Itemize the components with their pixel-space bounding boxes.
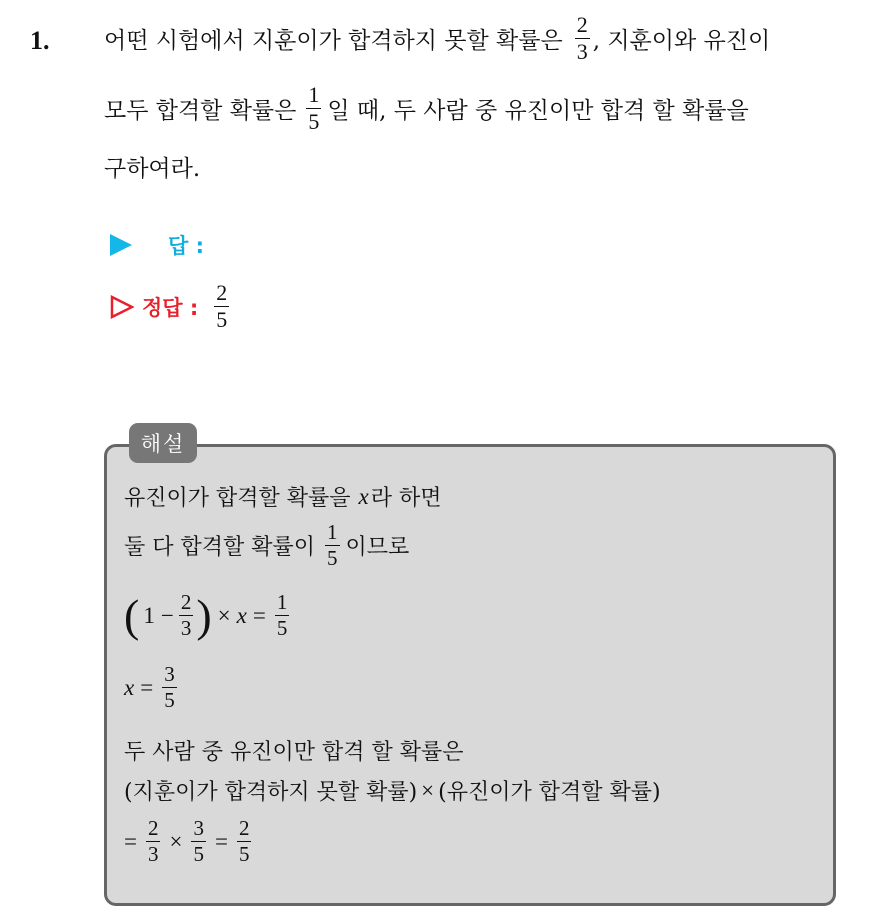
- eq3-fraction-a: [146, 818, 161, 865]
- outline-play-icon: [110, 295, 134, 319]
- problem-line-1-text: 어떤 시험에서 지훈이가 합격하지 못할 확률은: [104, 28, 563, 54]
- eq1-variable: x: [236, 602, 247, 628]
- eq3-equals: =: [124, 828, 137, 854]
- solution-equation-1: [124, 589, 292, 641]
- problem-line-2-text: 모두 합격할 확률은: [104, 98, 297, 124]
- solution-line-6-times: ×: [421, 777, 435, 803]
- problem-line-1: [104, 14, 770, 63]
- eq1-minus: −: [160, 602, 174, 628]
- eq2-variable: x: [124, 674, 135, 700]
- problem-line-3-text: 구하여라.: [104, 156, 201, 182]
- fraction-denominator: 5: [164, 688, 175, 712]
- fraction-numerator: 3: [193, 816, 204, 840]
- fraction-denominator: 5: [238, 842, 250, 866]
- fraction-denominator: 5: [193, 842, 204, 866]
- problem-line-2: [104, 84, 749, 133]
- fraction-denominator: 5: [216, 307, 228, 332]
- eq3-fraction-b: [191, 818, 206, 865]
- right-paren: ): [196, 589, 212, 641]
- solution-line-6-right: (유진이가 합격할 확률): [438, 780, 661, 805]
- correct-answer-row: [110, 282, 232, 331]
- fraction-denominator: 5: [308, 109, 320, 134]
- fraction-numerator: 2: [216, 280, 228, 305]
- solution-line-2-tail: 이므로: [345, 535, 410, 560]
- answer-row: [110, 230, 204, 260]
- correct-answer-label: 정답 :: [142, 295, 199, 320]
- fraction-numerator: 1: [308, 82, 320, 107]
- eq3-times: ×: [169, 828, 183, 854]
- eq3-equals-2: =: [214, 828, 228, 854]
- solution-equation-2: [124, 664, 180, 711]
- fraction-numerator: 1: [327, 520, 338, 544]
- eq1-fraction: [179, 592, 194, 639]
- eq1-one: 1: [143, 602, 155, 628]
- fraction-denominator: 3: [180, 616, 192, 640]
- solution-line-2-text: 둘 다 합격할 확률이: [124, 535, 315, 560]
- left-paren: (: [124, 589, 140, 641]
- answer-label: 답 :: [168, 234, 204, 258]
- solution-line-1: [124, 481, 441, 512]
- solution-line-1-text: 유진이가 합격할 확률을: [124, 486, 351, 511]
- variable-x: x: [358, 483, 369, 509]
- fraction-denominator: 3: [147, 842, 159, 866]
- solution-line-6-left: (지훈이가 합격하지 못할 확률): [124, 780, 418, 805]
- solution-line-1-tail: 라 하면: [370, 486, 442, 511]
- fraction-numerator: 2: [576, 12, 588, 37]
- fraction-denominator: 5: [276, 616, 288, 640]
- fraction-numerator: 1: [276, 590, 288, 614]
- problem-line-1-tail: , 지훈이와 유진이: [592, 28, 771, 54]
- problem-line-3: [104, 150, 200, 183]
- eq1-equals: =: [252, 602, 266, 628]
- solution-equation-3: [124, 818, 254, 865]
- eq1-times: ×: [217, 602, 231, 628]
- solution-line-6: [124, 775, 661, 806]
- solution-line-5: [124, 735, 464, 766]
- play-icon: [110, 234, 132, 256]
- eq1-rhs: [275, 592, 290, 639]
- eq3-fraction-c: [237, 818, 252, 865]
- eq2-equals: =: [140, 674, 154, 700]
- fraction-numerator: 2: [147, 816, 159, 840]
- fraction-fail: [575, 14, 590, 63]
- fraction-denominator: 5: [327, 546, 338, 570]
- eq2-rhs: [162, 664, 177, 711]
- problem-line-2-tail: 일 때, 두 사람 중 유진이만 합격 할 확률을: [327, 98, 749, 124]
- fraction-numerator: 2: [180, 590, 192, 614]
- correct-answer-value: [214, 282, 229, 331]
- fraction-both: [306, 84, 321, 133]
- fraction-both-pass: [325, 522, 340, 569]
- fraction-numerator: 3: [164, 662, 175, 686]
- problem-number: 1.: [30, 26, 50, 55]
- fraction-numerator: 2: [238, 816, 250, 840]
- solution-tag: 해설: [129, 423, 197, 463]
- solution-line-2: [124, 522, 409, 569]
- solution-line-5-text: 두 사람 중 유진이만 합격 할 확률은: [124, 740, 464, 765]
- fraction-denominator: 3: [576, 39, 588, 64]
